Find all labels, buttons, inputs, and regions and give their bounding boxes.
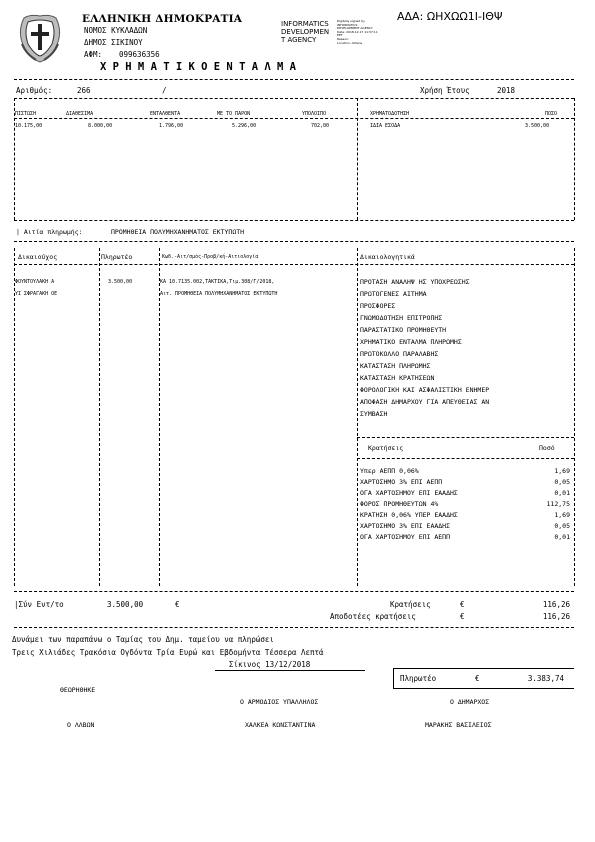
justification-item: ΓΝΩΜΟΔΟΤΗΣΗ ΕΠΙΤΡΟΠΗΣ [360,314,443,322]
header-paid: Πληρωτέο [101,253,133,261]
header-justifications: Δικαιολογητικά [360,253,415,261]
employee-title: Ο ΑΡΜΟΔΙΟΣ ΥΠΑΛΛΗΛΟΣ [240,698,319,706]
accountant-title: Ο ΛΛΒΩΝ [67,721,95,729]
table-border [357,248,358,586]
table-border [159,248,160,586]
deduction-row [360,521,570,532]
budget-header-funding: ΧΡΗΜΑΤΟΔΟΤΗΣΗ [370,111,410,117]
table-border [99,248,100,586]
payable-box-left [393,668,394,688]
deduction-amount: 0,05 [554,478,570,486]
budget-value-available: 8.000,00 [88,123,113,129]
code-line-1: ΚΑ 10.7135.002,ΤΑΚΤΙΚΑ,Τιμ.308/Γ/2018, [160,279,275,285]
deduction-name: ΧΑΡΤΟΣΗΜΟ 3% ΕΠΙ ΕΑΑΔΗΣ [360,522,451,530]
divider [14,627,574,628]
justification-item: ΠΑΡΑΣΤΑΤΙΚΟ ΠΡΟΜΗΘΕΥΤΗ [360,326,447,334]
deductions-total-label: Κρατήσεις [390,600,431,609]
deductions-total-value: 116,26 [542,600,570,609]
reason-text: ΠΡΟΜΗΘΕΙΑ ΠΟΛΥΜΗΧΑΝΗΜΑΤΟΣ ΕΚΤΥΠΩΤΗ [111,228,245,236]
divider [14,264,574,265]
justifications-list [360,276,574,420]
justification-item: ΠΡΩΤΟΓΕΝΕΣ ΑΙΤΗΜΑ [360,290,427,298]
signature-line: Date: 2018.12.17 11:57:11 [337,29,378,34]
deduction-amount: 112,75 [546,500,570,508]
municipality: ΔΗΜΟΣ ΣΙΚΙΝΟΥ [84,38,143,47]
deductions-header-amount: Ποσό [539,444,555,452]
ada-code: ΑΔΑ: ΩΗΧΩΩ1Ι-ΙΘΨ [397,10,503,23]
deduction-row [360,488,570,499]
payable-box-bottom [393,688,574,689]
header-beneficiary: Δικαιούχος [18,253,58,261]
divider [357,458,574,459]
remitted-currency: € [460,612,465,621]
deduction-amount: 1,69 [554,467,570,475]
remitted-label: Αποδοτέες κρατήσεις [330,612,416,621]
signature-details [337,20,378,45]
coat-of-arms-icon [18,14,62,64]
deduction-name: Υπερ ΑΕΠΠ 0,06% [360,467,419,475]
budget-header-credit: ΠΙΣΤΩΣΗ [15,111,37,117]
budget-value-remaining: 702,00 [311,123,330,129]
sum-value: 3.500,00 [107,600,144,609]
sum-label-text: Σύν Εντ/το [18,600,64,609]
state-name: ΕΛΛΗΝΙΚΗ ΔΗΜΟΚΡΑΤΙΑ [82,13,243,25]
payable-currency: € [475,674,480,683]
afm-value: 099636356 [119,50,160,59]
justification-item: ΣΥΜΒΑΣΗ [360,410,388,418]
deduction-name: ΟΓΑ ΧΑΡΤΟΣΗΜΟΥ ΕΠΙ ΑΕΠΠ [360,533,451,541]
deductions-total-currency: € [460,600,465,609]
deduction-row [360,466,570,477]
place-date: Σίκινος 13/12/2018 [229,660,311,669]
divider [14,241,574,242]
budget-header-current: ΜΕ ΤΟ ΠΑΡΟΝ [217,111,251,117]
digital-signature-block [281,20,381,50]
justification-item: ΠΡΩΤΟΚΟΛΛΟ ΠΑΡΑΛΑΒΗΣ [360,350,439,358]
reason-label: | Αιτία πληρωμής: [16,228,83,236]
deduction-row [360,532,570,543]
employee-name: ΧΑΛΚΕΑ ΚΩΝΣΤΑΝΤΙΝΑ [245,721,316,729]
coat-of-arms-logo [18,14,62,64]
justification-item: ΧΡΗΜΑΤΙΚΟ ΕΝΤΑΛΜΑ ΠΛΗΡΩΜΗΣ [360,338,462,346]
budget-value-funding: ΙΔΙΑ ΕΣΟΔΑ [370,123,401,129]
divider [14,79,574,80]
divider [357,437,574,438]
date-underline [215,670,365,671]
budget-value-committed: 1.796,00 [159,123,184,129]
divider [14,98,574,99]
remitted-value: 116,26 [542,612,570,621]
payable-box-top [393,668,574,669]
deduction-row [360,477,570,488]
logo-line: T AGENCY [281,36,317,44]
year-value: 2018 [497,86,516,95]
budget-header-amount: ΠΟΣΟ [545,111,558,117]
paid-amount: 3.500,00 [108,279,133,285]
code-line-2: Αιτ. ΠΡΟΜΗΘΕΙΑ ΠΟΛΥΜΗΧΑΝΗΜΑΤΟΣ ΕΚΤΥΠΩΤΗ [160,291,278,297]
signature-line: DEVELOPMENT AGENCY [337,26,373,31]
payable-value: 3.383,74 [527,674,564,683]
logo-line: DEVELOPMEN [281,28,330,36]
justification-item: ΚΑΤΑΣΤΑΣΗ ΚΡΑΤΗΣΕΩΝ [360,374,435,382]
budget-header-available: ΔΙΑΘΕΣΙΜΑ [66,111,94,117]
budget-header-committed: ΕΝΤΑΛΘΕΝΤΑ [150,111,181,117]
deduction-name: ΟΓΑ ΧΑΡΤΟΣΗΜΟΥ ΕΠΙ ΕΑΑΔΗΣ [360,489,458,497]
deduction-amount: 1,69 [554,511,570,519]
divider [14,118,574,119]
divider [14,591,574,592]
justification-item: ΦΟΡΟΛΟΓΙΚΗ ΚΑΙ ΑΣΦΑΛΙΣΤΙΚΗ ΕΝΗΜΕΡ [360,386,490,394]
number-label: Αριθμός: [16,86,53,95]
number-value: 266 [77,86,91,95]
budget-value-current: 5.296,00 [232,123,257,129]
table-border [574,98,575,220]
deductions-header-label: Κρατήσεις [368,444,404,452]
document-title: Χ Ρ Η Μ Α Τ Ι Κ Ο Ε Ν Τ Α Λ Μ Α [100,61,296,73]
header-code: Κωδ.-Αιτ/σμός-Προβ/κή-Αιτιολογία [162,254,259,260]
signature-line: INFORMATICS [337,22,358,27]
signature-line: Location: Athens [337,40,363,45]
deduction-row [360,499,570,510]
amount-in-words: Τρεις Χιλιάδες Τρακόσια Ογδόντα Τρία Ευρώ και Εβδομήντα Τέσσερα Λεπτά [12,648,324,657]
budget-value-amount: 3.500,00 [525,123,550,129]
payable-label: Πληρωτέο [400,674,437,683]
viewed-label: ΘΕΩΡΗΘΗΚΕ [60,686,96,694]
deduction-amount: 0,01 [554,489,570,497]
signature-line: Digitally signed by [337,19,365,23]
sum-label: |Σύν Εντ/το [14,600,64,609]
signature-line: EET [337,33,343,38]
divider [14,220,574,221]
afm-label: ΑΦΜ: [84,50,103,59]
budget-value-credit: 10.175,00 [15,123,43,129]
deduction-amount: 0,01 [554,533,570,541]
deduction-name: ΧΑΡΤΟΣΗΜΟ 3% ΕΠΙ ΑΕΠΠ [360,478,443,486]
table-border [14,248,15,586]
beneficiary-name-1: ΦΟΥΝΤΟΥΛΑΚΗ Α [15,279,55,285]
table-border [574,248,575,586]
deduction-name: ΦΟΡΟΣ ΠΡΟΜΗΘΕΥΤΩΝ 4% [360,500,439,508]
deduction-row [360,510,570,521]
deduction-amount: 0,05 [554,522,570,530]
signature-line: Reason: [337,36,349,41]
prefecture: ΝΟΜΟΣ ΚΥΚΛΑΔΩΝ [84,26,148,35]
number-slash: / [162,86,167,95]
justification-item: ΑΠΟΦΑΣΗ ΔΗΜΑΡΧΟΥ ΓΙΑ ΑΠΕΥΘΕΙΑΣ ΑΝ [360,398,490,406]
mayor-title: Ο ΔΗΜΑΡΧΟΣ [450,698,490,706]
reason-label-text: Αιτία πληρωμής: [23,228,83,236]
signature-logo-text [281,20,329,44]
deduction-name: ΚΡΑΤΗΣΗ 0,06% ΥΠΕΡ ΕΑΑΔΗΣ [360,511,458,519]
deductions-table [360,466,570,543]
logo-line: INFORMATICS [281,20,329,28]
budget-header-remaining: ΥΠΟΛΟΙΠΟ [302,111,327,117]
justification-item: ΚΑΤΑΣΤΑΣΗ ΠΛΗΡΩΜΗΣ [360,362,431,370]
justification-item: ΠΡΟΤΑΣΗ ΑΝΑΛΗΨ ΗΣ ΥΠΟΧΡΕΩΣΗΣ [360,278,470,286]
justification-item: ΠΡΟΣΦΟΡΕΣ [360,302,396,310]
order-line-1: Δυνάμει των παραπάνω ο Ταμίας του Δημ. ταμείου να πληρώσει [12,635,274,644]
year-label: Χρήση Έτους [420,86,470,95]
table-border [357,98,358,220]
beneficiary-name-2: ΥΙ ΣΦΡΑΓΑΚΗ ΟΕ [15,291,58,297]
mayor-name: ΜΑΡΑΚΗΣ ΒΑΣΙΛΕΙΟΣ [425,721,492,729]
sum-currency: € [175,600,180,609]
